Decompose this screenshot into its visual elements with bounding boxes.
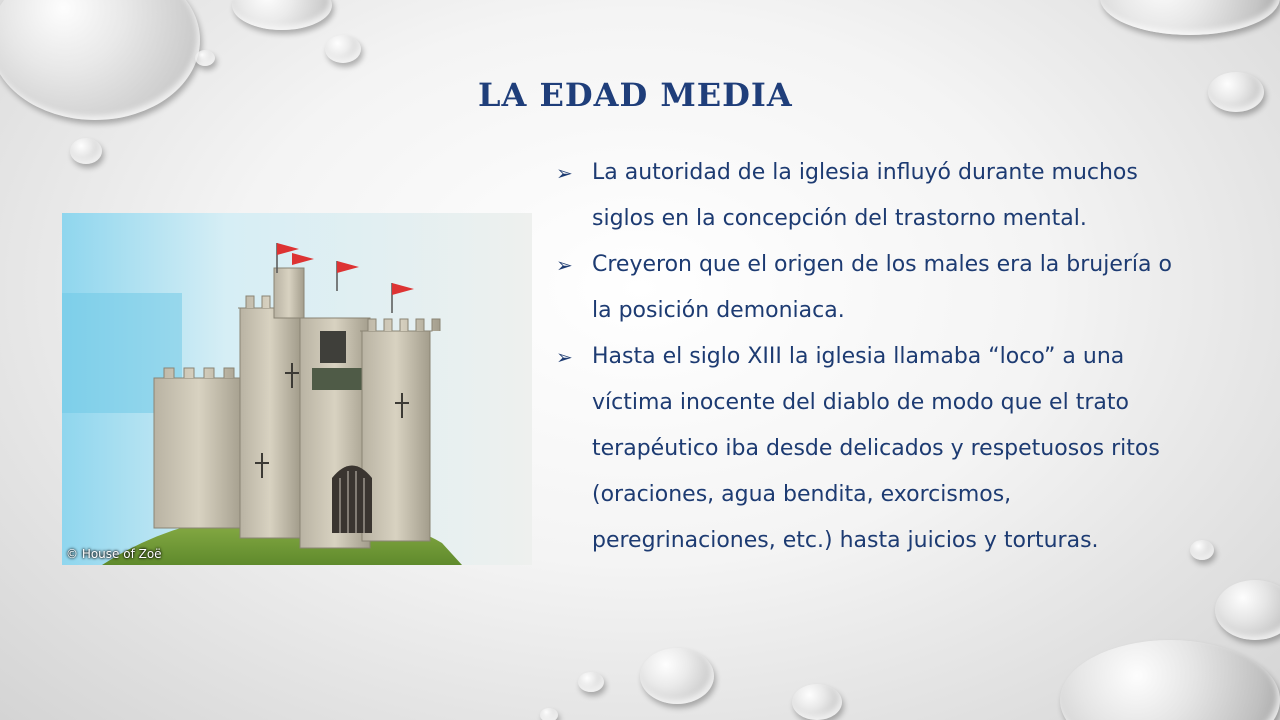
bullet-item [556, 242, 1196, 334]
castle-image [62, 213, 532, 565]
slide-title: LA EDAD MEDIA [478, 76, 793, 114]
water-drop-decoration [1060, 640, 1280, 720]
image-caption: © House of Zoë [66, 547, 162, 561]
water-drop-decoration [0, 0, 200, 120]
bullet-item [556, 150, 1196, 242]
arrow-bullet-icon: ➢ [556, 345, 573, 369]
bullet-text: Hasta el siglo XIII la iglesia llamaba “loco” a una víctima inocente del diablo de modo que el trato terapéutico iba desde delicados y respetuosos ritos (oraciones, agua bendita, exorcismos, peregrinaciones, etc.) hasta juicios y torturas. [592, 344, 1160, 553]
water-drop-decoration [640, 648, 714, 704]
bullet-text: Creyeron que el origen de los males era la brujería o la posición demoniaca. [592, 252, 1172, 323]
water-drop-decoration [1100, 0, 1280, 35]
water-drop-decoration [232, 0, 332, 30]
arrow-bullet-icon: ➢ [556, 161, 573, 185]
water-drop-decoration [325, 35, 361, 63]
water-drop-decoration [1215, 580, 1280, 640]
water-drop-decoration [792, 684, 842, 720]
water-drop-decoration [195, 50, 215, 66]
water-drop-decoration [1208, 72, 1264, 112]
castle-illustration [62, 213, 532, 565]
water-drop-decoration [540, 708, 558, 720]
arrow-bullet-icon: ➢ [556, 253, 573, 277]
bullet-item [556, 334, 1196, 564]
water-drop-decoration [578, 672, 604, 692]
bullet-list [556, 150, 1196, 564]
water-drop-decoration [70, 138, 102, 164]
bullet-text: La autoridad de la iglesia influyó durante muchos siglos en la concepción del trastorno mental. [592, 160, 1138, 231]
